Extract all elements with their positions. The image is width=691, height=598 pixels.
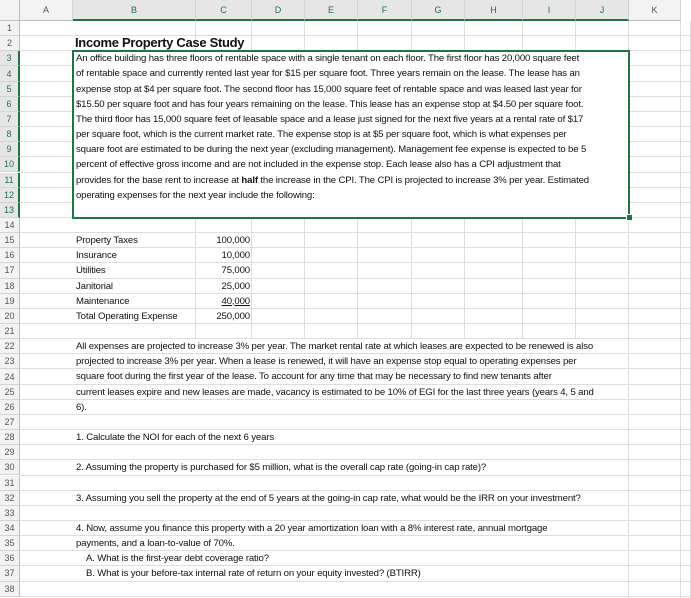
description-line: of rentable space and currently rented last year for $15 per square foot. Three years remain on the lease. The lease has an: [76, 68, 580, 80]
row-header-38[interactable]: 38: [0, 582, 20, 597]
expense-label: Insurance: [76, 250, 117, 262]
row-header-19[interactable]: 19: [0, 294, 20, 309]
selected-cell-border: [72, 50, 630, 219]
row-header-34[interactable]: 34: [0, 521, 20, 536]
row-header-25[interactable]: 25: [0, 385, 20, 400]
column-header-H[interactable]: H: [465, 0, 523, 21]
sheet-title: Income Property Case Study: [75, 35, 245, 51]
row-header-5[interactable]: 5: [0, 82, 20, 97]
column-header-F[interactable]: F: [358, 0, 412, 21]
question-4a: A. What is the first-year debt coverage ratio?: [86, 553, 269, 565]
row-header-26[interactable]: 26: [0, 400, 20, 415]
row-header-28[interactable]: 28: [0, 430, 20, 445]
description-line: An office building has three floors of rentable space with a single tenant on each floor. The first floor has 20,000 square feet: [76, 53, 580, 65]
row-header-15[interactable]: 15: [0, 233, 20, 248]
question-4b: B. What is your before-tax internal rate of return on your equity invested? (BTIRR): [86, 568, 421, 580]
expense-label: Total Operating Expense: [76, 310, 178, 322]
row-header-20[interactable]: 20: [0, 309, 20, 324]
description-line: $15.50 per square foot and has four years remaining on the lease. This lease has an expense stop at $4.50 per square foot.: [76, 98, 584, 110]
description-line: square foot are estimated to be during the next year (excluding management). Management fee expense is expected to be 5: [76, 144, 587, 156]
bold-emphasis: half: [241, 174, 258, 186]
expense-value[interactable]: 100,000: [216, 235, 250, 247]
description-line: operating expenses for the next year include the following:: [76, 189, 315, 201]
row-header-17[interactable]: 17: [0, 263, 20, 278]
assumption-line: square foot during the first year of the lease. To account for any time that may be necessary to find new tenants after: [76, 371, 552, 383]
expense-label: Property Taxes: [76, 235, 138, 247]
question-4-line-2: payments, and a loan-to-value of 70%.: [76, 538, 235, 550]
row-header-31[interactable]: 31: [0, 476, 20, 491]
row-header-32[interactable]: 32: [0, 491, 20, 506]
column-header-J[interactable]: J: [576, 0, 629, 21]
column-header-G[interactable]: G: [412, 0, 465, 21]
assumption-line: 6).: [76, 401, 87, 413]
question-3: 3. Assuming you sell the property at the end of 5 years at the going-in cap rate, what would be the IRR on your investment?: [76, 492, 581, 504]
row-header-23[interactable]: 23: [0, 354, 20, 369]
question-2: 2. Assuming the property is purchased for $5 million, what is the overall cap rate (going-in cap rate)?: [76, 462, 487, 474]
expense-value[interactable]: 25,000: [221, 280, 250, 292]
expense-value[interactable]: 10,000: [221, 250, 250, 262]
row-header-24[interactable]: 24: [0, 369, 20, 384]
expense-value[interactable]: 40,000: [221, 295, 250, 307]
row-header-1[interactable]: 1: [0, 21, 20, 36]
fill-handle[interactable]: [626, 214, 633, 221]
assumption-line: current leases expire and new leases are made, vacancy is estimated to be 10% of EGI for the last three years (years 4, 5 and: [76, 386, 594, 398]
description-line: The third floor has 15,000 square feet of leasable space and a lease just signed for the next five years at a rental rate of $17: [76, 113, 584, 125]
row-header-27[interactable]: 27: [0, 415, 20, 430]
row-header-22[interactable]: 22: [0, 339, 20, 354]
row-header-3[interactable]: 3: [0, 51, 20, 66]
row-header-9[interactable]: 9: [0, 142, 20, 157]
description-line: per square foot, which is the current market rate. The expense stop is at $5 per square foot, which is what expenses per: [76, 129, 567, 141]
column-header-E[interactable]: E: [305, 0, 358, 21]
row-header-10[interactable]: 10: [0, 157, 20, 172]
row-header-11[interactable]: 11: [0, 173, 20, 188]
expense-label: Utilities: [76, 265, 106, 277]
row-header-8[interactable]: 8: [0, 127, 20, 142]
description-line: percent of effective gross income and are not included in the expense stop. Each lease also has a CPI adjustment that: [76, 159, 561, 171]
column-header-K[interactable]: K: [629, 0, 681, 21]
row-header-29[interactable]: 29: [0, 445, 20, 460]
description-text: provides for the base rent to increase at: [76, 174, 242, 186]
row-header-18[interactable]: 18: [0, 279, 20, 294]
description-text: the increase in the CPI. The CPI is projected to increase 3% per year. Estimated: [257, 174, 589, 186]
row-header-2[interactable]: 2: [0, 36, 20, 51]
question-4-line-1: 4. Now, assume you finance this property with a 20 year amortization loan with a 8% interest rate, annual mortgage: [76, 522, 548, 534]
row-header-33[interactable]: 33: [0, 506, 20, 521]
row-header-13[interactable]: 13: [0, 203, 20, 218]
assumption-line: All expenses are projected to increase 3% per year. The market rental rate at which leases are expected to be renewed is also: [76, 341, 594, 353]
row-header-36[interactable]: 36: [0, 551, 20, 566]
row-header-12[interactable]: 12: [0, 188, 20, 203]
column-header-A[interactable]: A: [20, 0, 73, 21]
expense-value[interactable]: 75,000: [221, 265, 250, 277]
column-header-I[interactable]: I: [523, 0, 576, 21]
expense-value[interactable]: 250,000: [216, 310, 250, 322]
assumption-line: projected to increase 3% per year. When a lease is renewed, it will have an expense stop equal to operating expenses per: [76, 356, 577, 368]
expense-label: Maintenance: [76, 295, 130, 307]
description-line: expense stop at $4 per square foot. The second floor has 15,000 square feet of rentable space and was leased last year for: [76, 83, 582, 95]
row-header-7[interactable]: 7: [0, 112, 20, 127]
column-header-D[interactable]: D: [252, 0, 305, 21]
row-header-35[interactable]: 35: [0, 536, 20, 551]
row-header-37[interactable]: 37: [0, 566, 20, 581]
question-1: 1. Calculate the NOI for each of the next 6 years: [76, 432, 274, 444]
column-header-B[interactable]: B: [73, 0, 196, 21]
row-header-16[interactable]: 16: [0, 248, 20, 263]
row-header-30[interactable]: 30: [0, 460, 20, 475]
row-header-14[interactable]: 14: [0, 218, 20, 233]
column-header-C[interactable]: C: [196, 0, 252, 21]
row-header-4[interactable]: 4: [0, 66, 20, 81]
expense-label: Janitorial: [76, 280, 113, 292]
row-header-21[interactable]: 21: [0, 324, 20, 339]
row-header-6[interactable]: 6: [0, 97, 20, 112]
